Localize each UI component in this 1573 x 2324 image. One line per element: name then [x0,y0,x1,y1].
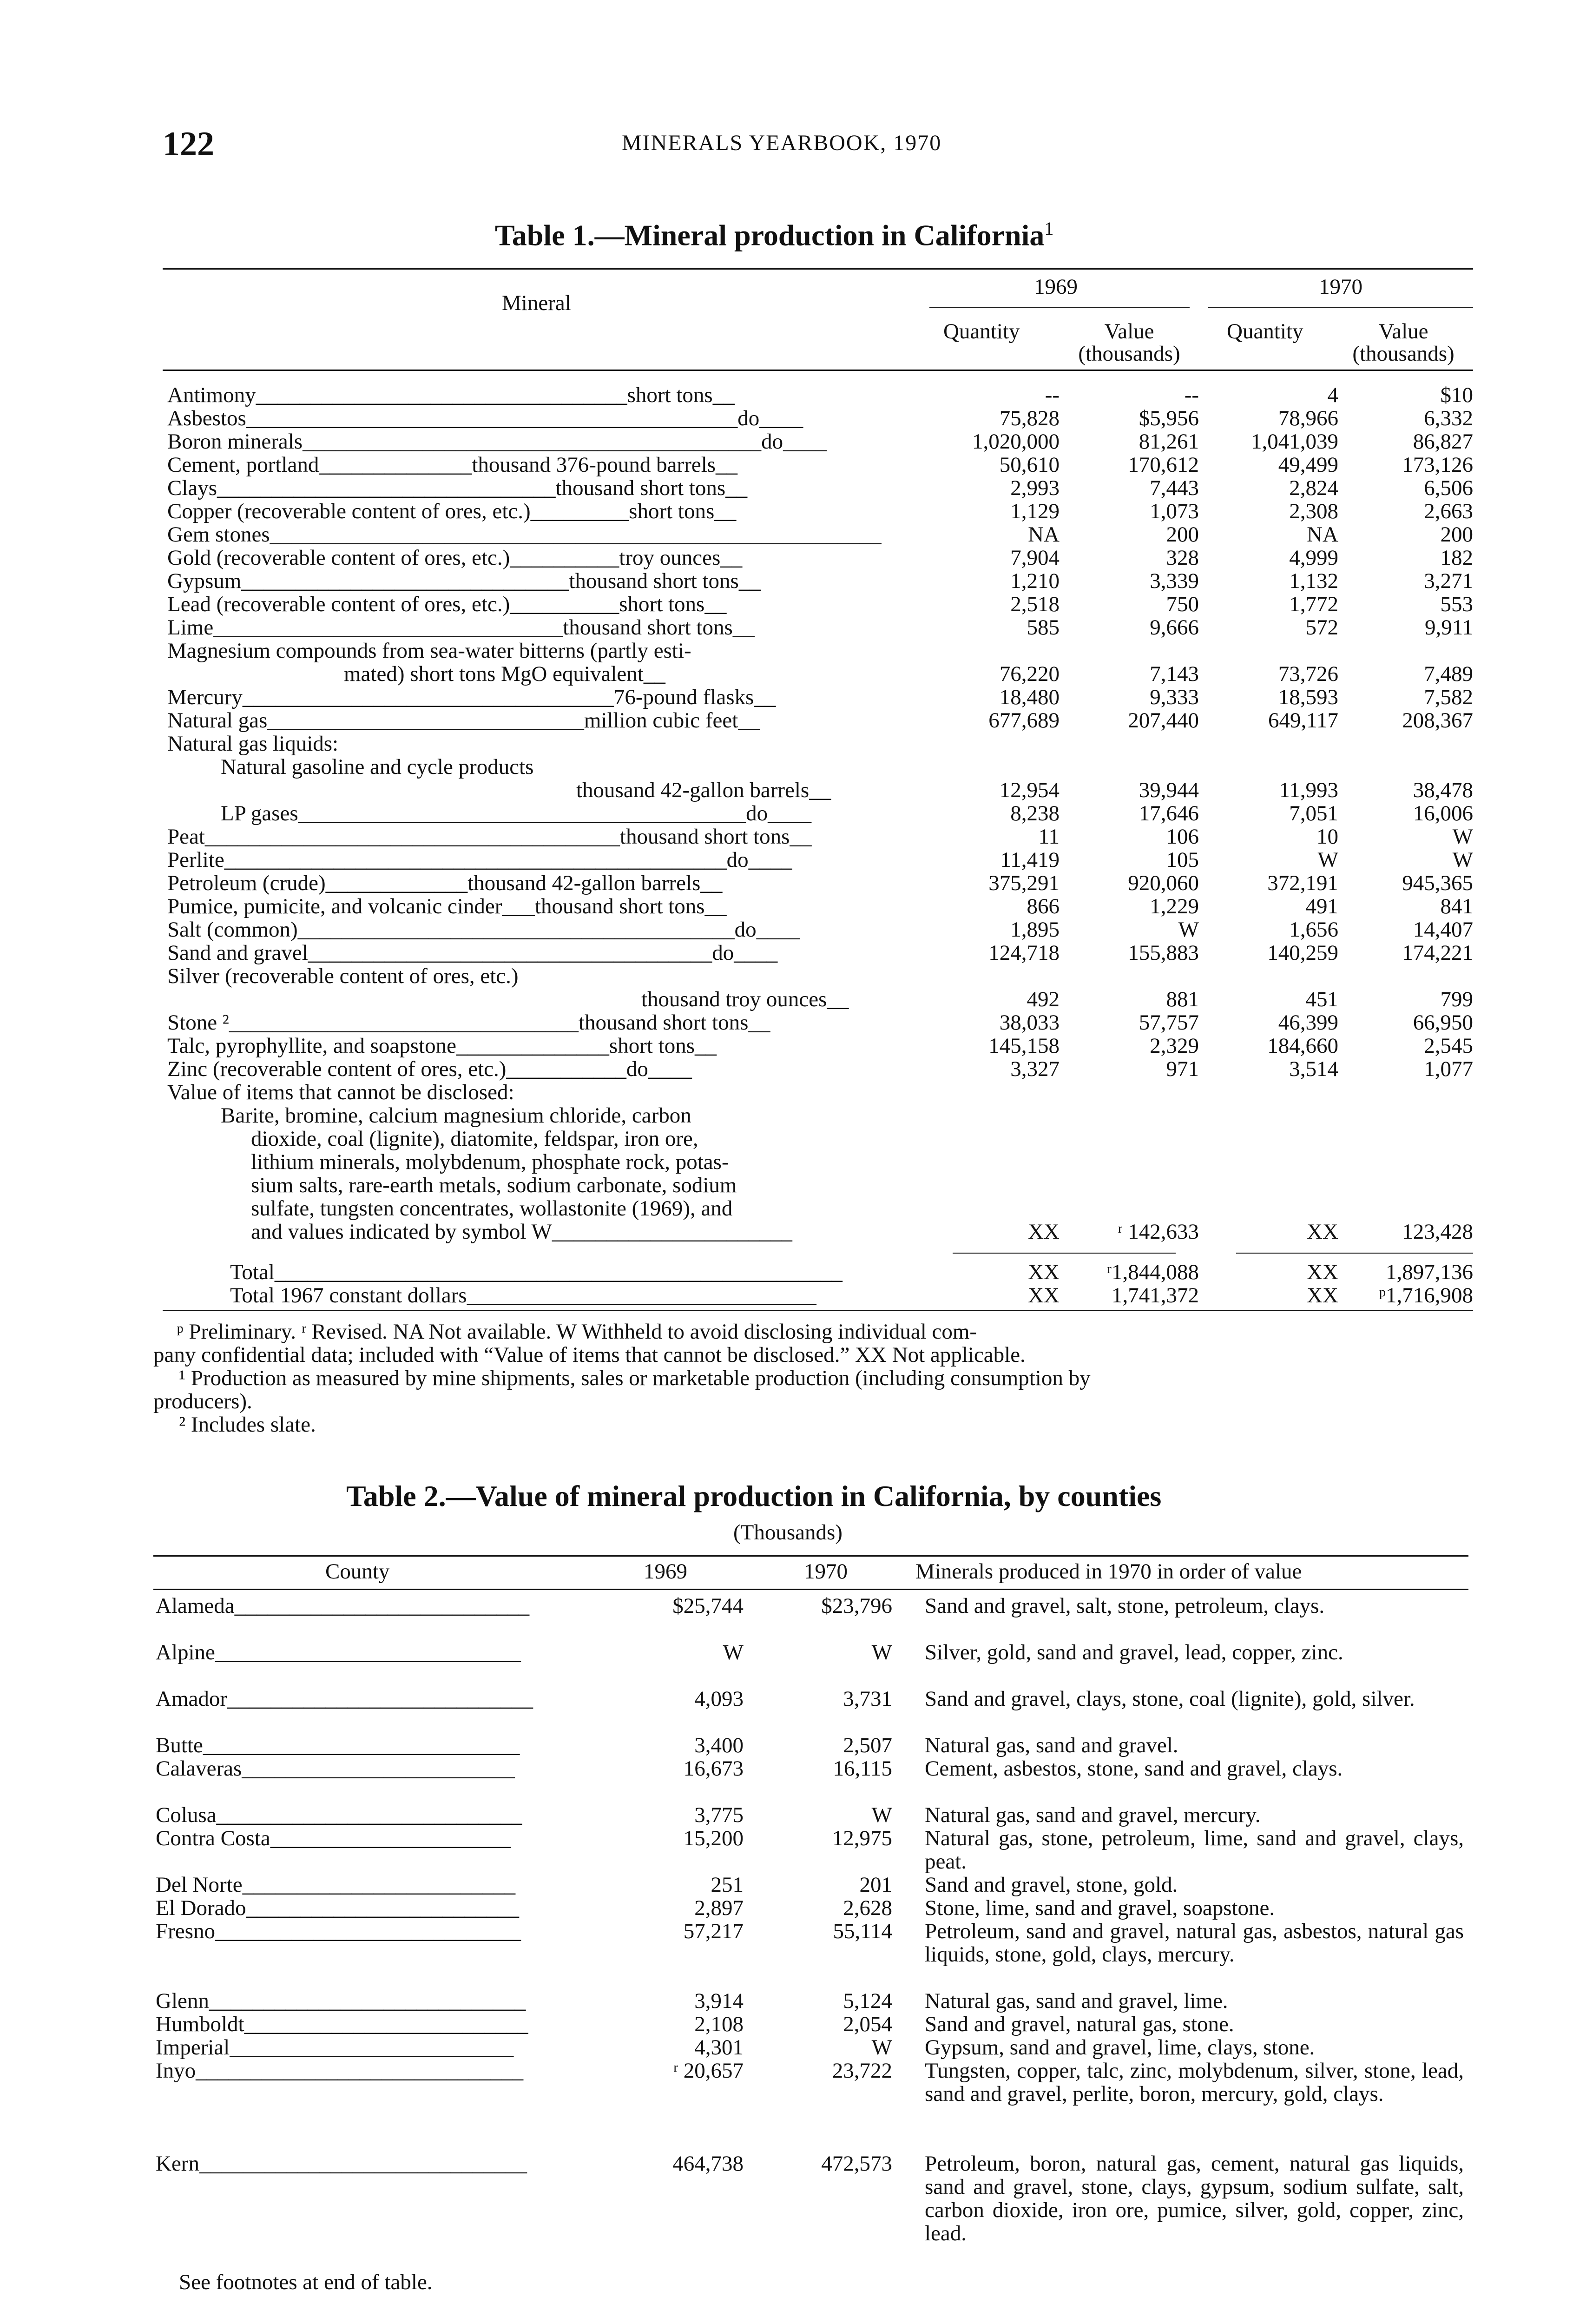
table1-cell-v70: W [1452,848,1473,872]
table1-title-text: Table 1.—Mineral production in California [495,218,1045,252]
table1-cell-v69: 328 [1166,546,1199,570]
table2-col-1970: 1970 [804,1559,848,1584]
table2-minerals: Natural gas, sand and gravel, mercury. [925,1803,1261,1827]
table2-value-v69: 251 [711,1873,744,1897]
table1-cell-v69: 39,944 [1139,778,1199,802]
table1-cell-q69: 1,020,000 [972,429,1060,454]
table1-cell-v69: 200 [1166,522,1199,547]
table1-cell-q69: 11,419 [1000,848,1060,872]
table1-total-v70: ᵖ1,716,908 [1379,1283,1473,1307]
table1-cell-q70: 1,656 [1289,918,1338,942]
table2-value-v69: 15,200 [683,1826,744,1850]
table1-cell-v69: 155,883 [1128,941,1199,965]
table2-county: El Dorado_________________________ [156,1896,519,1920]
table1-cell-v69: 207,440 [1128,708,1199,733]
table1-cell-q69: 11 [1038,825,1060,849]
table1-cell-q70: 3,514 [1289,1057,1338,1081]
table1-cell-q69: 50,610 [999,453,1060,477]
table1-cell-q70: 184,660 [1267,1034,1338,1058]
table1-footnote: ᵖ Preliminary. ʳ Revised. NA Not available. W Withheld to avoid disclosing individual com- [177,1320,977,1344]
table1-cell-q69: -- [1045,383,1060,407]
table1-cell-v70: 182 [1440,546,1473,570]
table1-row-label: and values indicated by symbol W______________________ [251,1220,792,1243]
table2-county: Imperial__________________________ [156,2036,514,2059]
table1-cell-q69: 75,828 [999,406,1060,430]
table1-cell-q70: 372,191 [1267,871,1338,895]
table1-cell-v70: 16,006 [1413,801,1473,825]
table1-cell-v70: 86,827 [1413,429,1473,454]
table1-row-label: Natural gas liquids: [167,732,339,755]
table1-cell-q69: 1,895 [1010,918,1060,942]
table1-cell-q69: 1,129 [1010,499,1060,523]
table1-row-label: Perlite______________________________________________do____ [167,848,792,872]
table1-cell-v70: 7,489 [1424,662,1473,686]
table1-cell-q70: 491 [1305,894,1338,918]
table2-value-v69: 2,108 [694,2012,744,2036]
table1-row-label: LP gases_________________________________________do____ [221,802,812,825]
table1-total-q70: XX [1307,1283,1338,1307]
table1-col-value-1969: Value [1104,319,1154,343]
table2-minerals: Natural gas, sand and gravel, lime. [925,1989,1228,2013]
table1-cell-q69: 375,291 [988,871,1060,895]
table1-cell-v70: 174,221 [1402,941,1473,965]
table2-header-rule [153,1589,1468,1590]
table1-cell-q70: 2,308 [1289,499,1338,523]
table1-row-label: Talc, pyrophyllite, and soapstone______________short tons__ [167,1034,717,1057]
table2-county: Fresno____________________________ [156,1920,521,1943]
table1-cell-q69: 7,904 [1010,546,1060,570]
table2-county: Colusa____________________________ [156,1803,522,1827]
table1-cell-v70: 841 [1440,894,1473,918]
table1-footnote: ² Includes slate. [179,1413,316,1437]
table1-cell-v69: 2,329 [1150,1034,1199,1058]
table2-value-v70: 201 [859,1873,892,1897]
table2-value-v69: 3,775 [694,1803,744,1827]
table1-row-label: mated) short tons MgO equivalent__ [344,662,665,686]
table1-cell-v69: 170,612 [1128,453,1199,477]
table1-cell-v69: $5,956 [1139,406,1199,430]
table1-cell-q70: 4 [1327,383,1338,407]
table1-cell-v70: $10 [1440,383,1473,407]
table1-cell-q70: 1,132 [1289,569,1338,593]
table1-cell-q69: 3,327 [1010,1057,1060,1081]
table1-col-value-1969-unit: (thousands) [1078,342,1180,366]
table2-footer-note: See footnotes at end of table. [179,2270,433,2294]
table1-cell-q69: 18,480 [999,685,1060,709]
table1-title-footnote: 1 [1044,218,1054,239]
table2-value-v70: $23,796 [821,1594,892,1618]
table2-value-v69: 4,301 [694,2035,744,2060]
table1-cell-v70: W [1452,825,1473,849]
table1-cell-q70: XX [1307,1220,1338,1244]
table2-value-v70: 472,573 [821,2152,892,2176]
table1-cell-q70: W [1317,848,1338,872]
table1-total-rule-1970 [1236,1253,1473,1254]
table1-cell-v69: 881 [1166,987,1199,1011]
table1-cell-q70: 572 [1305,615,1338,640]
table1-total-q69: XX [1028,1283,1060,1307]
table2-county: Butte_____________________________ [156,1734,520,1757]
table2-value-v70: 55,114 [833,1919,892,1943]
table1-cell-q70: 2,824 [1289,476,1338,500]
table2-county: Amador____________________________ [156,1687,533,1710]
table1-row-label: Gypsum______________________________thousand short tons__ [167,569,761,593]
table1-row-label: Stone ²________________________________thousand short tons__ [167,1011,770,1034]
table2-minerals: Cement, asbestos, stone, sand and gravel, clays. [925,1756,1343,1781]
table1-total-q69: XX [1028,1260,1060,1284]
table2-county: Alameda___________________________ [156,1594,530,1618]
table1-cell-q69: 8,238 [1010,801,1060,825]
page-number: 122 [163,125,214,163]
table1-cell-v69: 9,333 [1150,685,1199,709]
table1-row-label: lithium minerals, molybdenum, phosphate rock, potas- [251,1150,729,1174]
table2-minerals: Tungsten, copper, talc, zinc, molybdenum, silver, stone, lead, sand and gravel, perlite, boron, mercury, gold, clays. [925,2059,1464,2106]
table1-header-rule [163,370,1473,371]
table1-col-quantity-1969: Quantity [943,319,1020,343]
table1-row-label: sium salts, rare-earth metals, sodium carbonate, sodium [251,1174,737,1197]
table1-col-quantity-1970: Quantity [1227,319,1303,343]
table1-col-value-1970: Value [1378,319,1428,343]
table1-cell-v70: 66,950 [1413,1010,1473,1035]
table1-row-label: Mercury__________________________________76-pound flasks__ [167,686,776,709]
table2-value-v70: 2,628 [843,1896,892,1920]
table1-total-rule-1969 [953,1253,1176,1254]
table1-cell-q70: 4,999 [1289,546,1338,570]
table1-cell-v69: 106 [1166,825,1199,849]
table1-row-label: Lead (recoverable content of ores, etc.)__________short tons__ [167,593,727,616]
table2-value-v70: 2,054 [843,2012,892,2036]
table1-col-mineral: Mineral [502,291,571,315]
table1-cell-q70: 78,966 [1278,406,1338,430]
table1-cell-v69: 7,443 [1150,476,1199,500]
table2-col-minerals: Minerals produced in 1970 in order of value [915,1559,1302,1584]
table1-total-v70: 1,897,136 [1386,1260,1473,1284]
table1-cell-q69: 866 [1027,894,1060,918]
table2-minerals: Natural gas, sand and gravel. [925,1733,1178,1757]
table1-footnote: ¹ Production as measured by mine shipments, sales or marketable production (including consumption by [179,1366,1091,1390]
table1-year-1969: 1969 [1034,275,1078,299]
table2-value-v69: W [723,1640,744,1664]
table2-value-v70: 12,975 [832,1826,892,1850]
table1-cell-q69: 76,220 [999,662,1060,686]
table1-cell-q69: 492 [1027,987,1060,1011]
table1-row-label: Petroleum (crude)_____________thousand 42-gallon barrels__ [167,872,723,895]
table1-row-label: Natural gas_____________________________million cubic feet__ [167,709,760,732]
table2-county: Contra Costa______________________ [156,1827,511,1850]
running-head: MINERALS YEARBOOK, 1970 [622,131,942,155]
table1-total-label: Total____________________________________________________ [230,1261,842,1284]
table1-cell-v70: 2,663 [1424,499,1473,523]
table1-cell-q70: 10 [1316,825,1338,849]
table1-cell-v69: 971 [1166,1057,1199,1081]
table2-value-v70: W [871,1803,892,1827]
table2-minerals: Silver, gold, sand and gravel, lead, copper, zinc. [925,1640,1343,1664]
table2-value-v70: 2,507 [843,1733,892,1757]
table1-cell-v69: 57,757 [1139,1010,1199,1035]
table1-cell-v70: 2,545 [1424,1034,1473,1058]
table1-cell-q69: 677,689 [988,708,1060,733]
table1-row-label: Gold (recoverable content of ores, etc.)__________troy ounces__ [167,546,743,569]
table2-minerals: Petroleum, boron, natural gas, cement, natural gas liquids, sand and gravel, stone, clays, gypsum, sodium sulfate, salt, carbon dioxide, iron ore, pumice, silver, gold, copper, zinc, lead. [925,2152,1464,2245]
table1-cell-v70: 1,077 [1424,1057,1473,1081]
table1-row-label: Pumice, pumicite, and volcanic cinder___thousand short tons__ [167,895,727,918]
table1-cell-q70: 18,593 [1278,685,1338,709]
table1-bottom-rule [163,1310,1473,1311]
table1-row-label: Boron minerals__________________________________________do____ [167,430,827,453]
table2-minerals: Sand and gravel, stone, gold. [925,1873,1178,1897]
table1-cell-q70: 1,041,039 [1251,429,1338,454]
table1-cell-q69: 1,210 [1010,569,1060,593]
table2-value-v70: 3,731 [843,1687,892,1711]
table1-row-label: Peat______________________________________thousand short tons__ [167,825,812,848]
table1-top-rule [163,268,1473,270]
table1-cell-q69: 2,518 [1010,592,1060,616]
table1-cell-v69: 9,666 [1150,615,1199,640]
table2-minerals: Petroleum, sand and gravel, natural gas, asbestos, natural gas liquids, stone, gold, clays, mercury. [925,1919,1464,1967]
table2-county: Kern______________________________ [156,2152,527,2175]
table1-row-label: Zinc (recoverable content of ores, etc.)___________do____ [167,1057,692,1081]
table1-cell-v70: 208,367 [1402,708,1473,733]
table2-value-v69: 4,093 [694,1687,744,1711]
table1-cell-q70: 73,726 [1278,662,1338,686]
table1-row-label: Magnesium compounds from sea-water bitterns (partly esti- [167,639,691,662]
table1-cell-v70: 173,126 [1402,453,1473,477]
table2-minerals: Gypsum, sand and gravel, lime, clays, stone. [925,2035,1315,2060]
table1-row-label: sulfate, tungsten concentrates, wollastonite (1969), and [251,1197,733,1220]
table2-county: Inyo______________________________ [156,2059,524,2082]
table1-cell-q69: 585 [1027,615,1060,640]
table2-col-county: County [325,1559,390,1584]
table1-row-label: thousand troy ounces__ [641,988,849,1011]
table2-value-v70: 5,124 [843,1989,892,2013]
table1-row-label: Gem stones________________________________________________________ [167,523,882,546]
table1-cell-v69: W [1178,918,1199,942]
table1-cell-q70: 140,259 [1267,941,1338,965]
table1-cell-q70: 451 [1305,987,1338,1011]
table1-cell-v70: 799 [1440,987,1473,1011]
table1-cell-v70: 123,428 [1402,1220,1473,1244]
table2-value-v70: W [871,1640,892,1664]
table1-cell-q70: 1,772 [1289,592,1338,616]
table1-total-v69: 1,741,372 [1112,1283,1199,1307]
table1-cell-q69: 124,718 [988,941,1060,965]
table1-cell-q69: XX [1028,1220,1060,1244]
table1-row-label: thousand 42-gallon barrels__ [576,779,831,802]
table1-row-label: Salt (common)________________________________________do____ [167,918,800,941]
table1-total-q70: XX [1307,1260,1338,1284]
table1-row-label: Silver (recoverable content of ores, etc.) [167,964,519,988]
table1-row-label: Natural gasoline and cycle products [221,755,534,779]
table1-cell-v70: 7,582 [1424,685,1473,709]
table1-total-label: Total 1967 constant dollars________________________________ [230,1284,816,1307]
table1-cell-v70: 945,365 [1402,871,1473,895]
table2-value-v69: 3,400 [694,1733,744,1757]
table2-value-v70: 16,115 [833,1756,892,1781]
table1-cell-v69: 7,143 [1150,662,1199,686]
table1-row-label: Clays_______________________________thousand short tons__ [167,476,748,500]
table1-cell-v69: -- [1184,383,1199,407]
table2-county: Glenn_____________________________ [156,1989,526,2013]
table2-minerals: Sand and gravel, salt, stone, petroleum, clays. [925,1594,1325,1618]
table2-county: Alpine____________________________ [156,1641,521,1664]
table1-cell-q69: 38,033 [999,1010,1060,1035]
table1-cell-q69: 2,993 [1010,476,1060,500]
table1-cell-v69: 920,060 [1128,871,1199,895]
table1-cell-q69: 145,158 [988,1034,1060,1058]
table1-cell-q70: 11,993 [1279,778,1338,802]
table2-minerals: Natural gas, stone, petroleum, lime, sand and gravel, clays, peat. [925,1826,1464,1874]
table1-cell-v69: 105 [1166,848,1199,872]
table1-cell-v69: 81,261 [1139,429,1199,454]
table2-col-1969: 1969 [644,1559,687,1584]
table1-cell-v69: ʳ 142,633 [1118,1220,1199,1244]
table2-value-v69: 57,217 [683,1919,744,1943]
table1-year-1970: 1970 [1319,275,1362,299]
table1-row-label: Antimony__________________________________short tons__ [167,383,735,407]
table2-value-v69: 3,914 [694,1989,744,2013]
table1-cell-v70: 553 [1440,592,1473,616]
table2-title: Table 2.—Value of mineral production in California, by counties [346,1479,1162,1512]
table2-top-rule [153,1555,1468,1557]
table1-cell-q70: 46,399 [1278,1010,1338,1035]
table1-cell-v69: 17,646 [1139,801,1199,825]
table1-row-label: Asbestos_____________________________________________do____ [167,407,803,430]
table2-value-v69: 464,738 [672,2152,744,2176]
table1-cell-q70: 649,117 [1268,708,1338,733]
table2-county: Calaveras_________________________ [156,1757,515,1780]
table1-cell-v70: 200 [1440,522,1473,547]
table2-value-v70: 23,722 [832,2059,892,2083]
table1-cell-q69: 12,954 [999,778,1060,802]
table1-cell-q69: NA [1028,522,1060,547]
table1-row-label: Cement, portland______________thousand 376-pound barrels__ [167,453,738,476]
table1-row-label: Value of items that cannot be disclosed: [167,1081,514,1104]
table1-cell-q70: NA [1307,522,1338,547]
table1-1969-rule [929,307,1190,308]
table1-cell-v70: 38,478 [1413,778,1473,802]
table1-footnote: pany confidential data; included with “Value of items that cannot be disclosed.” XX Not applicable. [153,1343,1026,1367]
table1-row-label: dioxide, coal (lignite), diatomite, feldspar, iron ore, [251,1127,698,1150]
table1-total-v69: ʳ1,844,088 [1106,1260,1199,1284]
table2-minerals: Stone, lime, sand and gravel, soapstone. [925,1896,1275,1920]
table2-minerals: Sand and gravel, clays, stone, coal (lignite), gold, silver. [925,1687,1415,1711]
table2-county: Del Norte_________________________ [156,1873,516,1896]
table1-row-label: Copper (recoverable content of ores, etc.)_________short tons__ [167,500,737,523]
table1-row-label: Barite, bromine, calcium magnesium chloride, carbon [221,1104,691,1127]
table1-cell-v69: 750 [1166,592,1199,616]
table2-subtitle: (Thousands) [733,1520,842,1545]
table1-cell-v70: 14,407 [1413,918,1473,942]
table2-value-v69: $25,744 [672,1594,744,1618]
table1-cell-v70: 9,911 [1424,615,1473,640]
table2-value-v70: W [871,2035,892,2060]
table1-cell-q70: 49,499 [1278,453,1338,477]
table1-cell-v70: 3,271 [1424,569,1473,593]
table1-cell-v70: 6,506 [1424,476,1473,500]
table1-cell-v69: 1,229 [1150,894,1199,918]
table1-1970-rule [1208,307,1473,308]
table2-county: Humboldt__________________________ [156,2013,528,2036]
table1-col-value-1970-unit: (thousands) [1352,342,1455,366]
table1-cell-v69: 3,339 [1150,569,1199,593]
table2-value-v69: 2,897 [694,1896,744,1920]
table1-footnote: producers). [153,1389,252,1413]
table2-minerals: Sand and gravel, natural gas, stone. [925,2012,1234,2036]
table1-cell-v70: 6,332 [1424,406,1473,430]
table2-value-v69: ʳ 20,657 [673,2059,744,2083]
table1-cell-q70: 7,051 [1289,801,1338,825]
table1-row-label: Sand and gravel_____________________________________do____ [167,941,778,964]
table1-row-label: Lime________________________________thousand short tons__ [167,616,755,639]
table1-cell-v69: 1,073 [1150,499,1199,523]
table2-value-v69: 16,673 [683,1756,744,1781]
table1-title [495,218,1053,252]
